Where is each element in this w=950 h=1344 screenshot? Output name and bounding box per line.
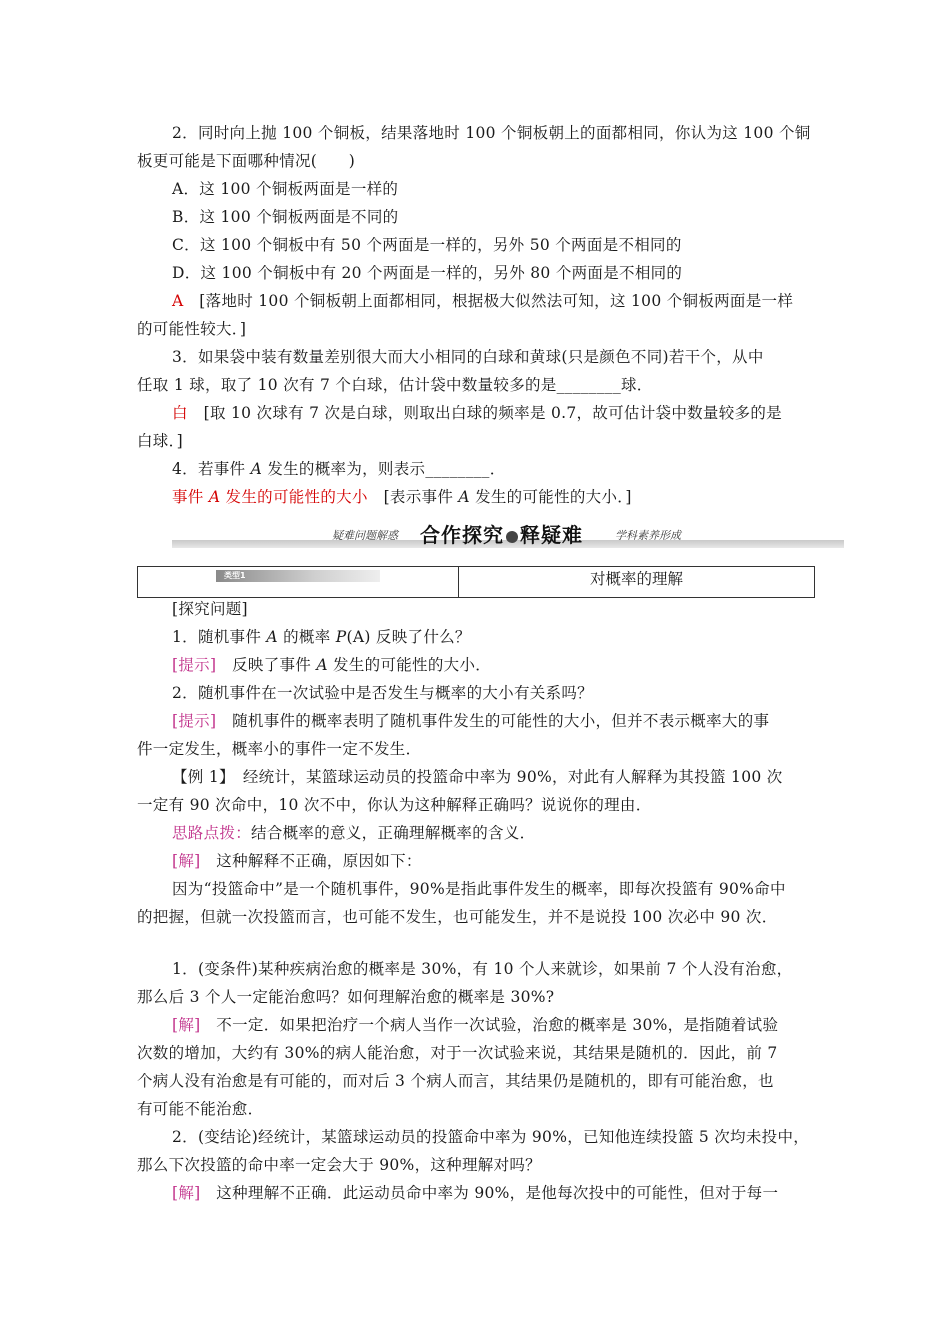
variant2-line2: 那么下次投篮的命中率一定会大于 90%，这种理解对吗？: [137, 1156, 541, 1174]
q2-line1: 2．同时向上抛 100 个铜板，结果落地时 100 个铜板朝上的面都相同，你认为这 100 个铜: [172, 124, 811, 142]
solution-label: [解]: [172, 852, 201, 870]
q4-explanation: 事件 A 发生的可能性的大小 [表示事件 A 发生的可能性的大小．]: [172, 488, 632, 506]
q2-option-a: A．这 100 个铜板两面是一样的: [172, 180, 399, 198]
variant1-line1: 1．(变条件)某种疾病治愈的概率是 30%，有 10 个人来就诊，如果前 7 个人没有治愈，: [172, 960, 793, 978]
banner-left-text: 疑难问题解惑: [332, 529, 398, 542]
q2-answer: A: [172, 292, 184, 310]
q3-line2: 任取 1 球，取了 10 次有 7 个白球，估计袋中数量较多的是________球．: [137, 376, 653, 394]
explore-hint2-line2: 件一定发生，概率小的事件一定不发生．: [137, 740, 422, 758]
type-tag: 类型1: [216, 570, 380, 582]
example-solution-line3: 的把握，但就一次投篮而言，也可能不发生，也可能发生，并不是说投 100 次必中 90 次．: [137, 908, 778, 926]
explore-hint2-line1: [提示] 随机事件的概率表明了随机事件发生的可能性的大小，但并不表示概率大的事: [172, 712, 770, 730]
q2-option-c: C．这 100 个铜板中有 50 个两面是一样的，另外 50 个两面是不相同的: [172, 236, 682, 254]
variant1-line2: 那么后 3 个人一定能治愈吗？如何理解治愈的概率是 30%?: [137, 988, 555, 1006]
q2-line2: 板更可能是下面哪种情况( ): [137, 152, 356, 170]
solution-label: [解]: [172, 1184, 201, 1202]
example-line1: 【例 1】 经统计，某篮球运动员的投篮命中率为 90%，对此有人解释为其投篮 100 次: [172, 768, 783, 786]
q4-answer: 事件 A 发生的可能性的大小: [172, 488, 368, 506]
variant1-solution-line3: 个病人没有治愈是有可能的，而对后 3 个病人而言，其结果仍是随机的，即有可能治愈，也: [137, 1072, 774, 1090]
q2-explanation-line1: [172, 291, 816, 311]
explore-q2: 2．随机事件在一次试验中是否发生与概率的大小有关系吗？: [172, 684, 593, 702]
variant2-line1: 2．(变结论)经统计，某篮球运动员的投篮命中率为 90%，已知他连续投篮 5 次均未投中，: [172, 1128, 810, 1146]
q3-expl-text: [取 10 次球有 7 次是白球，则取出白球的频率是 0.7，故可估计袋中数量较多的是: [187, 404, 782, 422]
q2-option-d: D．这 100 个铜板中有 20 个两面是一样的，另外 80 个两面是不相同的: [172, 264, 683, 282]
q2-expl-text: [落地时 100 个铜板朝上面都相同，根据极大似然法可知，这 100 个铜板两面是一样: [183, 292, 794, 310]
example-label: 【例 1】: [172, 768, 228, 786]
q3-explanation-line1: [172, 403, 816, 423]
banner-dot-icon: [506, 531, 518, 543]
section-banner: [172, 516, 844, 550]
q3-answer: 白: [172, 404, 188, 422]
banner-right-text: 学科素养形成: [615, 529, 681, 542]
variant1-solution-line2: 次数的增加，大约有 30%的病人能治愈，对于一次试验来说，其结果是随机的．因此，前 7: [137, 1044, 778, 1062]
example-solution-line2: 因为“投篮命中”是一个随机事件，90%是指此事件发生的概率，即每次投篮有 90%命中: [172, 880, 786, 898]
explore-q1: 1．随机事件 A 的概率 P(A) 反映了什么？: [172, 628, 471, 646]
q3-line1: 3．如果袋中装有数量差别很大而大小相同的白球和黄球(只是颜色不同)若干个，从中: [172, 348, 764, 366]
example-hint: 思路点拨：结合概率的意义，正确理解概率的含义．: [172, 824, 536, 842]
variant2-solution-line1: [解] 这种理解不正确．此运动员命中率为 90%，是他每次投中的可能性，但对于每一: [172, 1184, 779, 1202]
example-solution-line1: [解] 这种解释不正确，原因如下：: [172, 852, 422, 870]
variant1-solution-line4: 有可能不能治愈．: [137, 1100, 264, 1118]
q3-explanation-line2: 白球．]: [137, 432, 183, 450]
explore-heading: [探究问题]: [172, 600, 248, 618]
type-box: [137, 566, 815, 598]
banner-title: 合作探究 释疑难: [420, 523, 583, 547]
hint-label: [提示]: [172, 712, 217, 730]
q2-option-b: B．这 100 个铜板两面是不同的: [172, 208, 399, 226]
solution-label: [解]: [172, 1016, 201, 1034]
hint-label: [提示]: [172, 656, 217, 674]
hint-label: 思路点拨：: [172, 824, 252, 842]
variant1-solution-line1: [解] 不一定．如果把治疗一个病人当作一次试验，治愈的概率是 30%，是指随着试验: [172, 1016, 779, 1034]
q4-line: 4．若事件 A 发生的概率为，则表示________．: [172, 460, 506, 478]
type-tag-cell: [138, 567, 459, 598]
q2-explanation-line2: 的可能性较大．]: [137, 320, 247, 338]
example-line2: 一定有 90 次命中，10 次不中，你认为这种解释正确吗？说说你的理由．: [137, 796, 652, 814]
type-title: 对概率的理解: [459, 567, 815, 598]
explore-hint1: [提示] 反映了事件 A 发生的可能性的大小．: [172, 656, 492, 674]
